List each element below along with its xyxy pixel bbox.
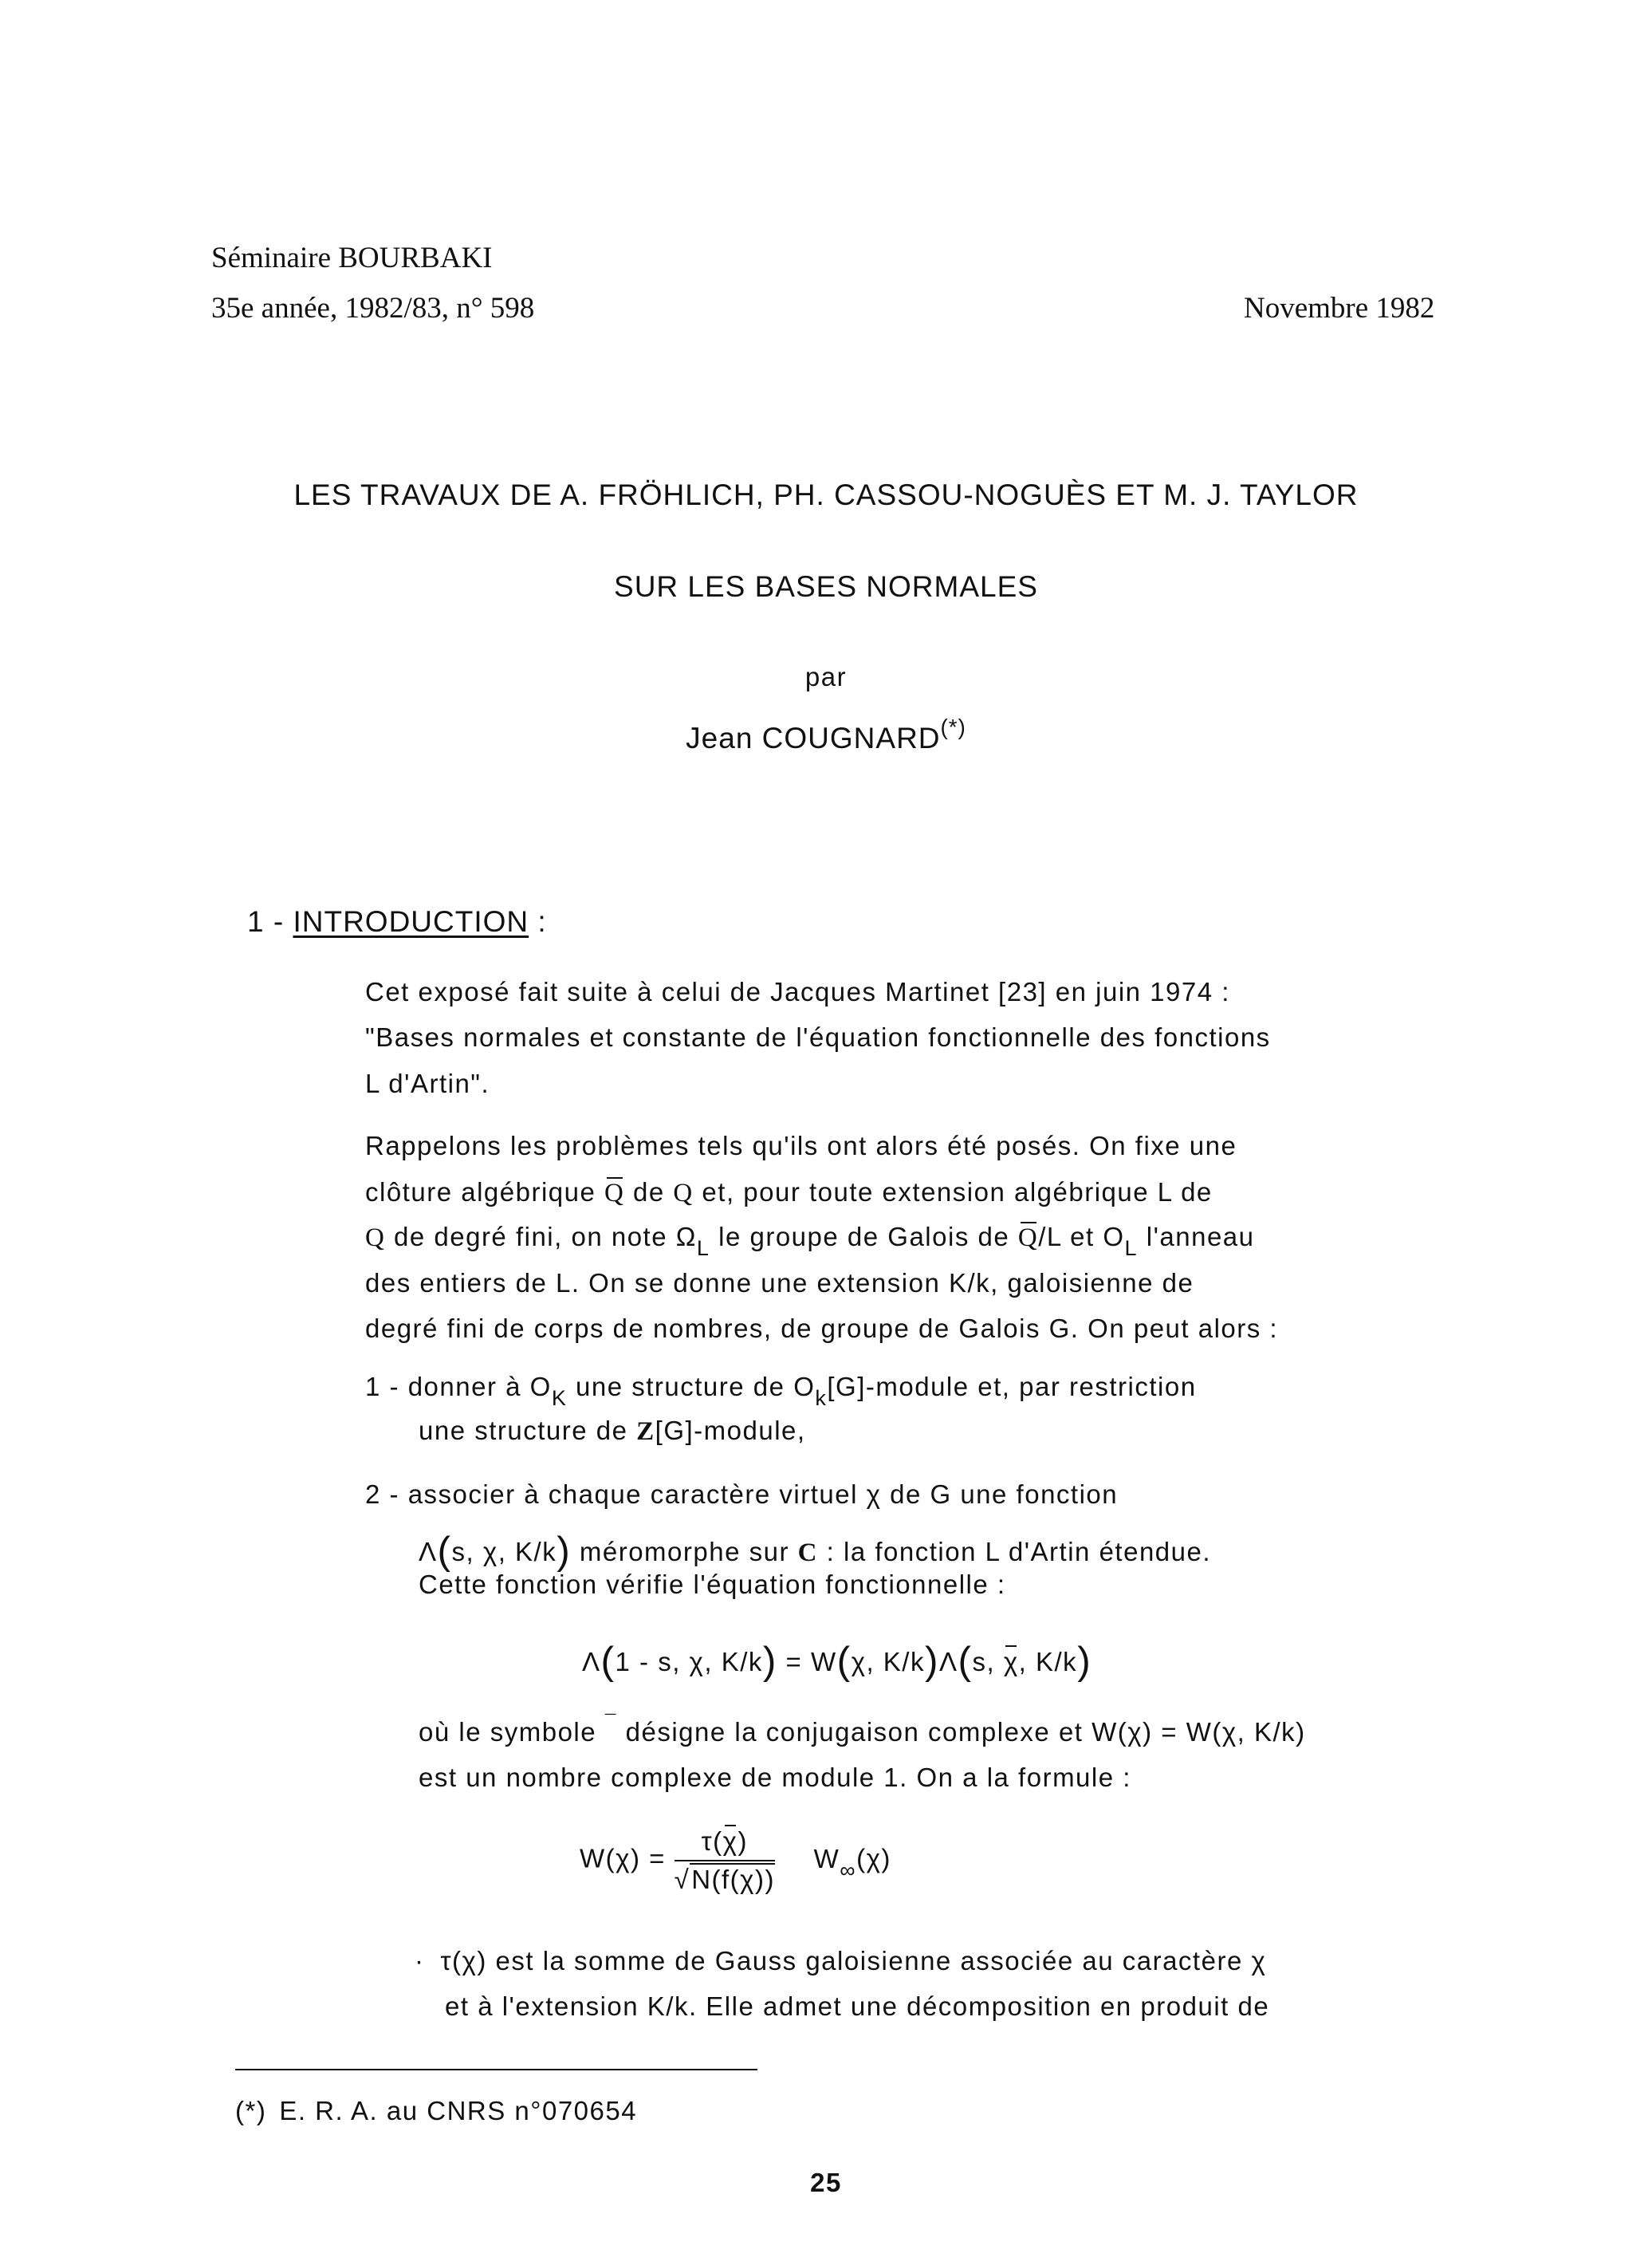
w-formula: W(χ) = $\frac{\tau(\chi)}{√N(f(\chi))}$ $W_\infty(\chi)$ bbox=[580, 1826, 891, 1894]
para1-line1: Cet exposé fait suite à celui de Jacques Martinet [23] en juin 1974 : bbox=[365, 977, 1230, 1006]
q-symbol: Q bbox=[673, 1179, 694, 1207]
para2-line1: Rappelons les problèmes tels qu'ils ont alors été posés. On fixe une bbox=[365, 1131, 1237, 1160]
para2-line4: des entiers de L. On se donne une extension K/k, galoisienne de bbox=[365, 1268, 1194, 1298]
author-name: Jean COUGNARD bbox=[686, 722, 941, 754]
session-info: 35e année, 1982/83, n° 598 bbox=[211, 292, 535, 325]
seminar-title: Séminaire BOURBAKI bbox=[211, 242, 493, 274]
footnote-rule bbox=[235, 2069, 757, 2070]
integers-symbol: Z bbox=[636, 1417, 655, 1446]
para2-line3: Q de degré fini, on note $\Omega_L$ le groupe de Galois de Q/L et $O_L$ l'anneau bbox=[365, 1222, 1255, 1261]
q-symbol: Q bbox=[365, 1223, 386, 1252]
section-heading: 1 - INTRODUCTION : bbox=[247, 905, 547, 938]
bullet-line2: et à l'extension K/k. Elle admet une décomposition en produit de bbox=[445, 1991, 1270, 2021]
item2-line1: 2 - associer à chaque caractère virtuel χ de G une fonction bbox=[365, 1479, 1119, 1509]
ring-symbol: O bbox=[1103, 1222, 1125, 1251]
formula-fraction: $\frac{\tau(\chi)}{√N(f(\chi))}$ bbox=[674, 1826, 775, 1894]
qbar-symbol: Q bbox=[604, 1179, 625, 1207]
author-footnote-mark: (*) bbox=[940, 715, 966, 740]
by-line: par bbox=[804, 662, 848, 691]
title-line-2: SUR LES BASES NORMALES bbox=[614, 570, 1038, 603]
section-number: 1 - bbox=[247, 905, 293, 938]
page-number: 25 bbox=[810, 2168, 842, 2197]
bullet-line1: · τ(χ) est la somme de Gauss galoisienne associée au caractère χ bbox=[415, 1946, 1267, 1975]
complex-symbol: C bbox=[797, 1538, 818, 1567]
item2-number: 2 - bbox=[365, 1479, 408, 1509]
footnote-text: E. R. A. au CNRS n°070654 bbox=[279, 2096, 638, 2125]
para1-line3: L d'Artin". bbox=[365, 1069, 490, 1098]
para2-line5: degré fini de corps de nombres, de groupe de Galois G. On peut alors : bbox=[365, 1314, 1279, 1343]
item1-number: 1 - bbox=[365, 1372, 408, 1401]
item1-line2: une structure de Z[G]-module, bbox=[419, 1416, 806, 1446]
omega-symbol: Ω bbox=[675, 1222, 697, 1251]
item2-line2: Λ(s, χ, K/k) méromorphe sur C : la fonction L d'Artin étendue. bbox=[419, 1528, 1212, 1573]
item2-line4: où le symbole ¯ désigne la conjugaison complexe et W(χ) = W(χ, K/k) bbox=[419, 1712, 1306, 1747]
functional-equation: Λ(1 - s, χ, K/k) = W(χ, K/k)Λ(s, χ, K/k) bbox=[582, 1638, 1092, 1683]
author bbox=[0, 715, 1652, 755]
para2-line2: clôture algébrique Q de Q et, pour toute extension algébrique L de bbox=[365, 1177, 1213, 1207]
item2-line5: est un nombre complexe de module 1. On a la formule : bbox=[419, 1763, 1131, 1792]
footnote bbox=[235, 2096, 637, 2126]
date: Novembre 1982 bbox=[1244, 292, 1435, 325]
qbar-symbol: Q bbox=[1017, 1223, 1039, 1252]
footnote-mark: (*) bbox=[235, 2096, 267, 2125]
section-title: INTRODUCTION bbox=[293, 905, 529, 938]
item2-line3: Cette fonction vérifie l'équation fonctionnelle : bbox=[419, 1570, 1006, 1599]
item1-line1: 1 - donner à $O_K$ une structure de $O_k[G]$-module et, par restriction bbox=[365, 1372, 1197, 1411]
bullet-dot: · bbox=[415, 1946, 425, 1975]
para1-line2: "Bases normales et constante de l'équation fonctionnelle des fonctions bbox=[365, 1022, 1271, 1052]
title-line-1: LES TRAVAUX DE A. FRÖHLICH, PH. CASSOU-NOGUÈS ET M. J. TAYLOR bbox=[293, 479, 1359, 511]
